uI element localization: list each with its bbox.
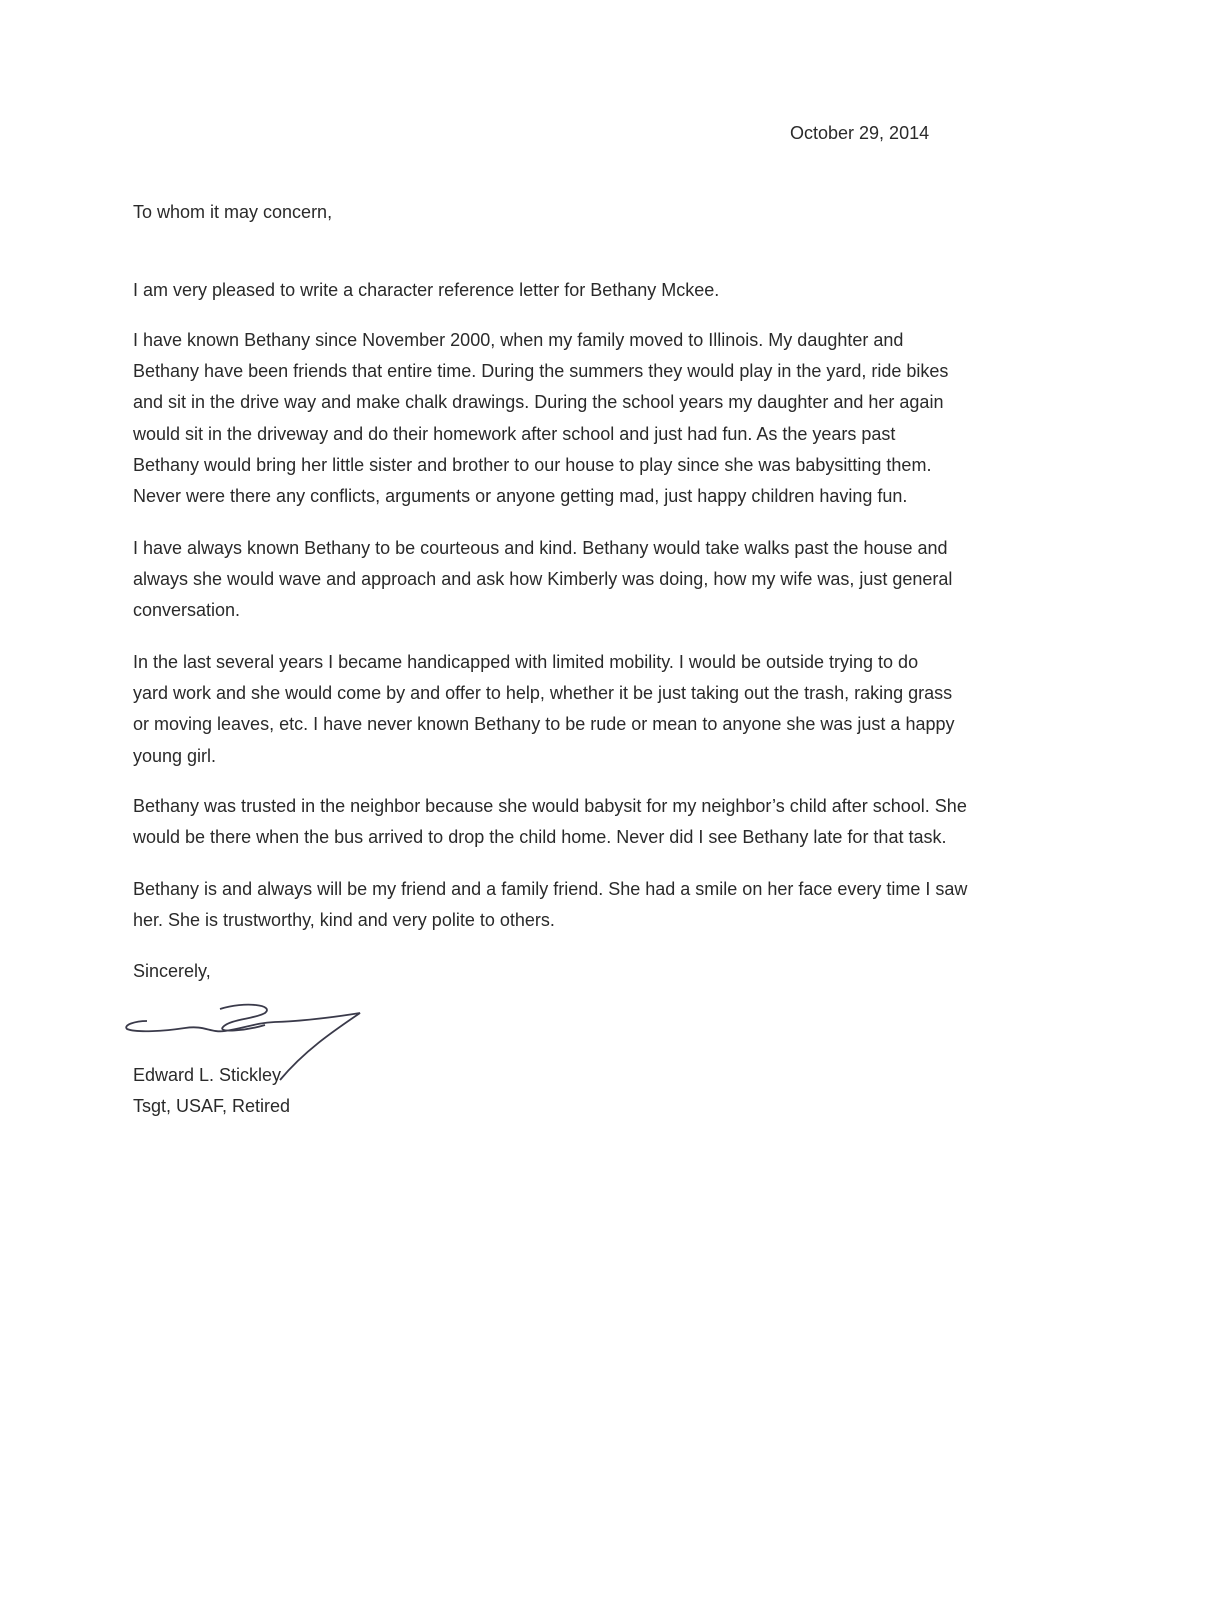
paragraph <box>133 533 952 627</box>
paragraph <box>133 647 955 772</box>
paragraph-line: young girl. <box>133 745 217 766</box>
paragraph <box>133 791 967 853</box>
paragraph-line: Never were there any conflicts, arguments or anyone getting mad, just happy children having fun. <box>133 486 908 507</box>
paragraph-line: Bethany would bring her little sister and brother to our house to play since she was babysitting them. <box>133 454 932 475</box>
paragraph-line: In the last several years I became handicapped with limited mobility. I would be outside trying to do <box>133 652 919 672</box>
paragraph-line: Bethany is and always will be my friend and a family friend. She had a smile on her face every time I saw <box>133 879 968 899</box>
paragraph-line: or moving leaves, etc. I have never known Bethany to be rude or mean to anyone she was just a happy <box>133 714 955 735</box>
paragraph-line: always she would wave and approach and ask how Kimberly was doing, how my wife was, just general <box>133 569 953 590</box>
paragraph-line: would sit in the driveway and do their homework after school and just had fun. As the years past <box>133 423 896 444</box>
paragraph-line: and sit in the drive way and make chalk drawings. During the school years my daughter and her again <box>133 392 944 413</box>
greeting: To whom it may concern, <box>133 202 333 222</box>
paragraph <box>133 874 967 936</box>
paragraph-line: conversation. <box>133 600 241 621</box>
paragraph-line: Bethany have been friends that entire time. During the summers they would play in the yard, ride bikes <box>133 361 949 382</box>
paragraph-line: Bethany was trusted in the neighbor because she would babysit for my neighbor’s child after school. She <box>133 796 967 816</box>
paragraph-line: I have always known Bethany to be courteous and kind. Bethany would take walks past the house and <box>133 538 948 558</box>
paragraph-line: would be there when the bus arrived to drop the child home. Never did I see Bethany late for that task. <box>133 827 947 848</box>
letter-date: October 29, 2014 <box>790 123 930 143</box>
signer-name: Edward L. Stickley <box>133 1065 282 1085</box>
paragraph <box>133 325 948 512</box>
signer-title: Tsgt, USAF, Retired <box>133 1096 291 1116</box>
paragraph-line: I have known Bethany since November 2000, when my family moved to Illinois. My daughter and <box>133 330 904 350</box>
closing: Sincerely, <box>133 961 211 981</box>
paragraph-line: her. She is trustworthy, kind and very polite to others. <box>133 910 555 931</box>
intro-paragraph: I am very pleased to write a character reference letter for Bethany Mckee. <box>133 280 720 300</box>
paragraph-line: yard work and she would come by and offer to help, whether it be just taking out the trash, raking grass <box>133 683 953 704</box>
